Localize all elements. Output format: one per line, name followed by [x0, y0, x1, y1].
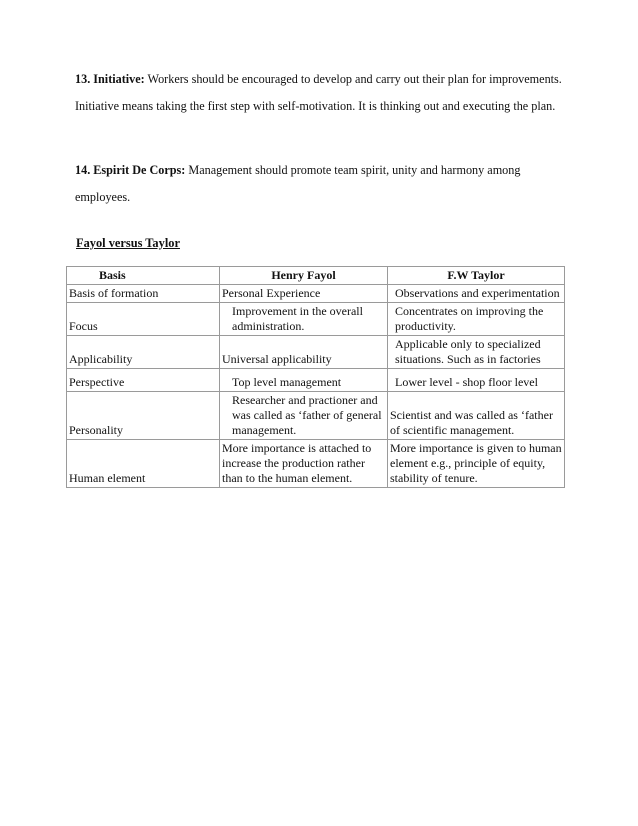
cell-basis: Perspective [67, 369, 220, 392]
paragraph-espirit-de-corps [75, 157, 575, 211]
table-header-row [67, 267, 565, 285]
cell-taylor: More importance is given to human element e.g., principle of equity, stability of tenure. [388, 440, 565, 488]
cell-taylor: Scientist and was called as ‘father of scientific management. [388, 392, 565, 440]
cell-fayol: Top level management [220, 369, 388, 392]
paragraph-espirit-text: Management should promote team spirit, unity and harmony among employees. [75, 163, 521, 204]
paragraph-initiative-label: 13. Initiative: [75, 72, 145, 86]
table-row [67, 392, 565, 440]
cell-taylor: Observations and experimentation [388, 285, 565, 303]
cell-fayol: Personal Experience [220, 285, 388, 303]
table-row [67, 369, 565, 392]
cell-fayol: Improvement in the overall administration. [220, 303, 388, 336]
paragraph-initiative [75, 66, 575, 120]
cell-basis: Basis of formation [67, 285, 220, 303]
header-henry-fayol: Henry Fayol [220, 267, 388, 285]
comparison-table [66, 266, 565, 488]
header-basis: Basis [67, 267, 220, 285]
cell-fayol: More importance is attached to increase the production rather than to the human element. [220, 440, 388, 488]
paragraph-initiative-text: Workers should be encouraged to develop and carry out their plan for improvements. Initiative means taking the first step with self-motivation. It is thinking out and executing the plan. [75, 72, 562, 113]
paragraph-espirit-label: 14. Espirit De Corps: [75, 163, 186, 177]
cell-fayol: Researcher and practioner and was called as ‘father of general management. [220, 392, 388, 440]
section-heading: Fayol versus Taylor [76, 236, 180, 250]
cell-taylor: Concentrates on improving the productivity. [388, 303, 565, 336]
cell-taylor: Lower level - shop floor level [388, 369, 565, 392]
cell-fayol: Universal applicability [220, 336, 388, 369]
cell-basis: Human element [67, 440, 220, 488]
cell-basis: Focus [67, 303, 220, 336]
table-row [67, 440, 565, 488]
table-row [67, 285, 565, 303]
header-fw-taylor: F.W Taylor [388, 267, 565, 285]
cell-basis: Personality [67, 392, 220, 440]
cell-basis: Applicability [67, 336, 220, 369]
table-row [67, 336, 565, 369]
table-row [67, 303, 565, 336]
cell-taylor: Applicable only to specialized situations. Such as in factories [388, 336, 565, 369]
